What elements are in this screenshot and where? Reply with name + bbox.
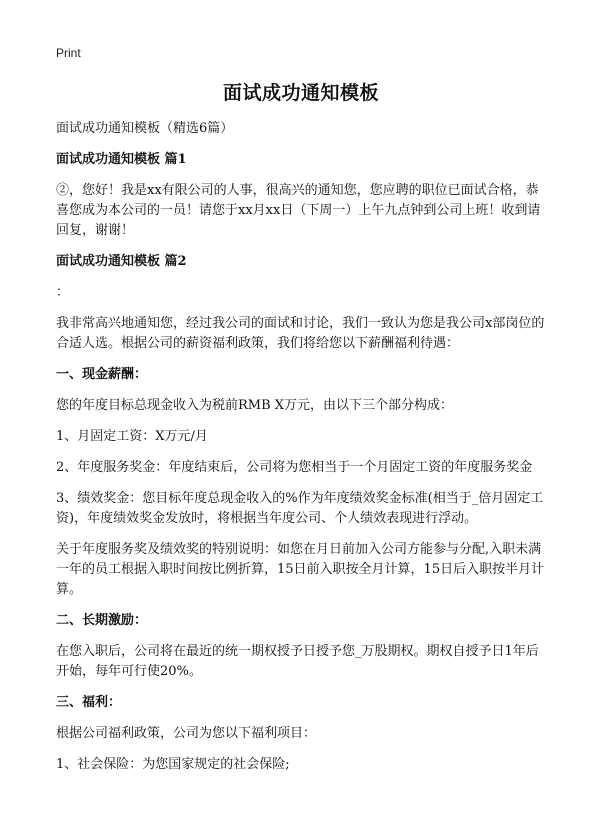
offer-intro: 我非常高兴地通知您，经过我公司的面试和讨论，我们一致认为您是我公司x部岗位的合适人选。根据公司的薪资福利政策，我们将给您以下薪酬福利待遇： (56, 316, 545, 351)
cash-item-3: 3、绩效奖金：您目标年度总现金收入的%作为年度绩效奖金标准(相当于_倍月固定工资)，年度绩效奖金发放时，将根据当年度公司、个人绩效表现进行浮动。 (56, 491, 544, 526)
cash-item-1: 1、月固定工资：X万元/月 (56, 429, 208, 444)
cash-item-2: 2、年度服务奖金：年度结束后，公司将为您相当于一个月固定工资的年度服务奖金 (56, 460, 533, 475)
benefits-item-1: 1、社会保险：为您国家规定的社会保险; (56, 757, 290, 772)
heading-long-term: 二、长期激励： (56, 613, 148, 628)
benefits-intro: 根据公司福利政策，公司为您以下福利项目： (56, 726, 317, 741)
section1-body: ②，您好！我是xx有限公司的人事，很高兴的通知您，您应聘的职位已面试合格，恭喜您成为本公司的一员！请您于xx月xx日（下周一）上午九点钟到公司上班！收到请回复，谢谢！ (56, 183, 541, 238)
section2-heading: 面试成功通知模板 篇2 (56, 254, 187, 269)
document-subtitle: 面试成功通知模板（精选6篇） (56, 121, 234, 136)
long-term-body: 在您入职后，公司将在最近的统一期权授予日授予您_万股期权。期权自授予日1年后开始，每年可行使20%。 (56, 644, 539, 679)
section1-heading: 面试成功通知模板 篇1 (56, 152, 187, 167)
document-body (56, 78, 546, 786)
document-title: 面试成功通知模板 (222, 82, 379, 104)
cash-intro: 您的年度目标总现金收入为税前RMB X万元，由以下三个部分构成： (56, 398, 454, 413)
cash-note: 关于年度服务奖及绩效奖的特别说明：如您在月日前加入公司方能参与分配,入职未满一年的员工根据入职时间按比例折算，15日前入职按全月计算，15日后入职按半月计算。 (56, 542, 545, 597)
heading-cash: 一、现金薪酬： (56, 367, 148, 382)
heading-benefits: 三、福利： (56, 695, 122, 710)
colon-line: ： (56, 285, 70, 300)
print-label: Print (56, 46, 81, 60)
